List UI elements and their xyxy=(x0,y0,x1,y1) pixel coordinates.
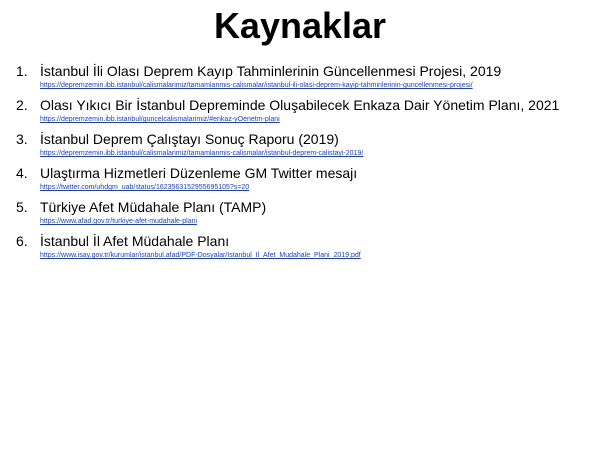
reference-link[interactable]: https://depremzemin.ibb.istanbul/calismalarimiz/tamamlanmis-calismalar/istanbul-ili-olasi-deprem-kayip-tahminlerinin-guncellenmesi-projesi/ xyxy=(40,82,473,89)
reference-number: 6. xyxy=(16,233,28,249)
reference-list xyxy=(16,63,591,267)
reference-number: 5. xyxy=(16,199,28,215)
reference-number: 1. xyxy=(16,63,28,79)
reference-number: 3. xyxy=(16,131,28,147)
reference-link[interactable]: https://depremzemin.ibb.istanbul/calismalarimiz/tamamlanmis-calismalar/istanbul-deprem-calistayi-2019/ xyxy=(40,150,364,157)
reference-title: İstanbul Deprem Çalıştayı Sonuç Raporu (2019) xyxy=(40,131,339,147)
reference-title: İstanbul İli Olası Deprem Kayıp Tahminlerinin Güncellenmesi Projesi, 2019 xyxy=(40,63,502,79)
reference-item xyxy=(16,165,591,192)
reference-item xyxy=(16,199,591,226)
reference-link[interactable]: https://www.isay.gov.tr/kurumlar/istanbul.afad/PDF-Dosyalar/Istanbul_Il_Afet_Mudahale_Plani_2019.pdf xyxy=(40,252,361,259)
reference-title: Olası Yıkıcı Bir İstanbul Depreminde Oluşabilecek Enkaza Dair Yönetim Planı, 2021 xyxy=(40,97,560,113)
reference-item xyxy=(16,233,591,260)
reference-title: Ulaştırma Hizmetleri Düzenleme GM Twitter mesajı xyxy=(40,165,358,181)
reference-item xyxy=(16,97,591,124)
reference-item xyxy=(16,131,591,158)
reference-link[interactable]: https://twitter.com/uhdgm_uab/status/1623563152955695105?s=20 xyxy=(40,184,250,191)
reference-item xyxy=(16,63,591,90)
reference-number: 2. xyxy=(16,97,28,113)
reference-number: 4. xyxy=(16,165,28,181)
reference-title: İstanbul İl Afet Müdahale Planı xyxy=(40,233,230,249)
slide-title: Kaynaklar xyxy=(213,5,387,46)
reference-title: Türkiye Afet Müdahale Planı (TAMP) xyxy=(40,199,267,215)
reference-link[interactable]: https://depremzemin.ibb.istanbul/guncelcalismalarimiz/#enkaz-yOenetm-plani xyxy=(40,116,280,123)
reference-link[interactable]: https://www.afad.gov.tr/turkiye-afet-mudahale-plani xyxy=(40,218,198,225)
